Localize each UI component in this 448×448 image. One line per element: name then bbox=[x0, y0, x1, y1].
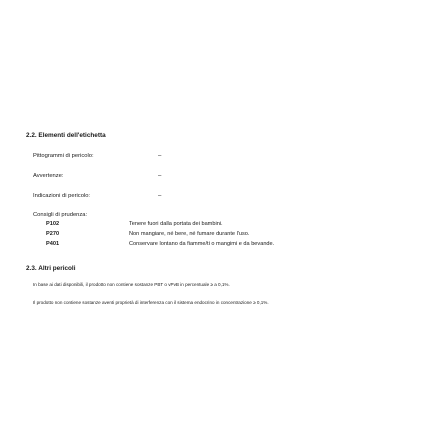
precaution-text: Tenere fuori dalla portata dei bambini. bbox=[129, 221, 223, 227]
other-hazards-line: Il prodotto non contiene sostanze aventi proprietà di interferenza con il sistema endocrino in concentrazione ≥ 0,1%. bbox=[33, 300, 269, 305]
pictograms-value: – bbox=[158, 153, 162, 159]
precaution-code: P401 bbox=[46, 241, 60, 247]
signal-word-label: Avvertenze: bbox=[33, 173, 64, 179]
other-hazards-line: In base ai dati disponibili, il prodotto non contiene sostanze PBT o vPvB in percentuale ≥ a 0,1%. bbox=[33, 282, 230, 287]
section-2-3-title: 2.3. Altri pericoli bbox=[26, 265, 76, 272]
hazard-statements-value: – bbox=[158, 193, 162, 199]
hazard-statements-label: Indicazioni di pericolo: bbox=[33, 193, 91, 199]
precaution-text: Conservare lontano da fiamme/ti o mangimi e da bevande. bbox=[129, 241, 275, 247]
precaution-text: Non mangiare, né bere, né fumare durante l'uso. bbox=[129, 231, 250, 237]
signal-word-value: – bbox=[158, 173, 162, 179]
precaution-code: P102 bbox=[46, 221, 60, 227]
precautions-label: Consigli di prudenza: bbox=[33, 212, 88, 218]
section-2-2-title: 2.2. Elementi dell'etichetta bbox=[26, 132, 106, 139]
precaution-code: P270 bbox=[46, 231, 60, 237]
pictograms-label: Pittogrammi di pericolo: bbox=[33, 153, 94, 159]
